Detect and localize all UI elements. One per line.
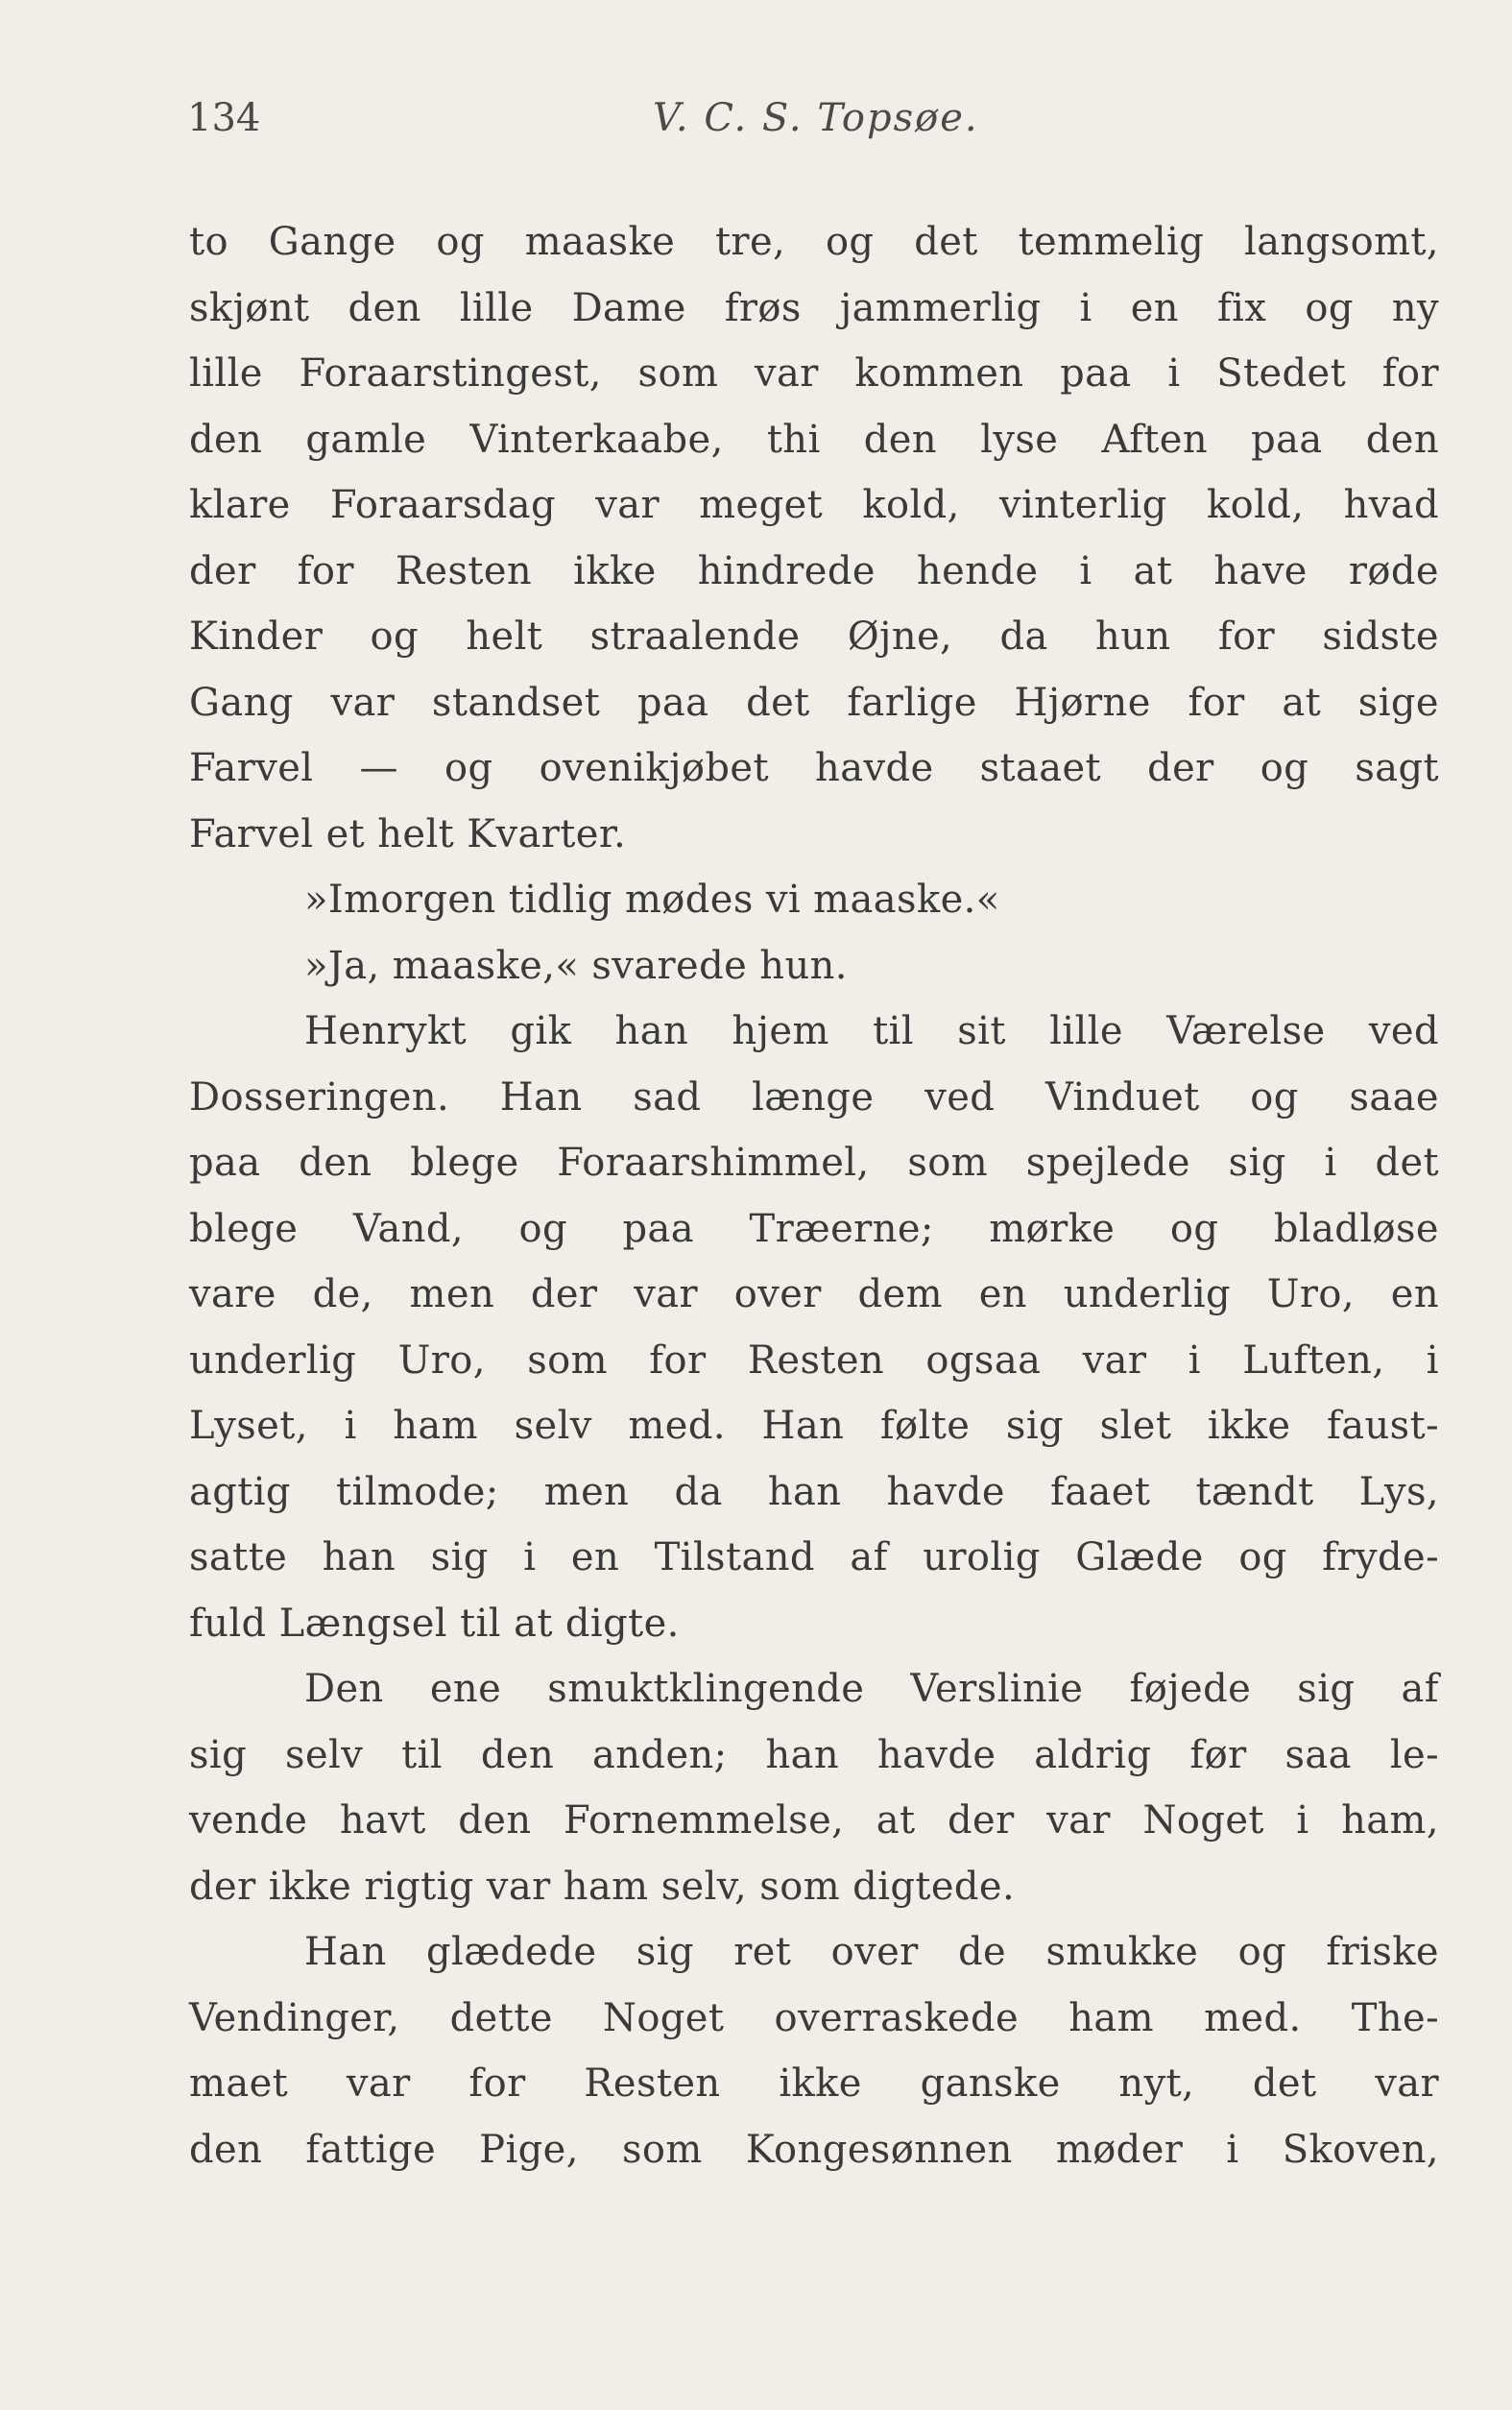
text-line: »Imorgen tidlig mødes vi maaske.« bbox=[304, 878, 1000, 922]
text-line: vare de, men der var over dem en underlig Uro, en bbox=[189, 1272, 1439, 1316]
text-line: »Ja, maaske,« svarede hun. bbox=[304, 943, 848, 988]
text-line: der ikke rigtig var ham selv, som digtede. bbox=[189, 1864, 1016, 1909]
text-line: Gang var standset paa det farlige Hjørne for at sige bbox=[189, 680, 1439, 725]
page-header bbox=[187, 96, 1440, 154]
text-line: klare Foraarsdag var meget kold, vinterlig kold, hvad bbox=[189, 483, 1439, 527]
text-line: Henrykt gik han hjem til sit lille Værelse ved bbox=[304, 1009, 1439, 1053]
text-line: Kinder og helt straalende Øjne, da hun for sidste bbox=[189, 615, 1439, 659]
text-line: lille Foraarstingest, som var kommen paa i Stedet for bbox=[189, 351, 1439, 396]
text-line: Den ene smuktklingende Verslinie føjede sig af bbox=[304, 1667, 1439, 1711]
text-line: skjønt den lille Dame frøs jammerlig i en fix og ny bbox=[189, 285, 1439, 330]
text-line: paa den blege Foraarshimmel, som spejlede sig i det bbox=[189, 1141, 1439, 1185]
text-line: satte han sig i en Tilstand af urolig Glæde og fryde- bbox=[189, 1535, 1439, 1579]
text-line: maet var for Resten ikke ganske nyt, det var bbox=[189, 2061, 1439, 2106]
text-line: der for Resten ikke hindrede hende i at have røde bbox=[189, 548, 1439, 593]
text-line: Lyset, i ham selv med. Han følte sig slet ikke faust- bbox=[189, 1404, 1439, 1448]
text-line: Farvel et helt Kvarter. bbox=[189, 811, 627, 856]
text-line: Han glædede sig ret over de smukke og friske bbox=[304, 1930, 1439, 1974]
text-line: den fattige Pige, som Kongesønnen møder i Skoven, bbox=[189, 2127, 1439, 2172]
page-number: 134 bbox=[187, 96, 261, 140]
text-line: sig selv til den anden; han havde aldrig før saa le- bbox=[189, 1732, 1439, 1777]
text-line: Vendinger, dette Noget overraskede ham med. The- bbox=[189, 1995, 1439, 2040]
text-line: den gamle Vinterkaabe, thi den lyse Aften paa den bbox=[189, 417, 1439, 462]
body-text bbox=[189, 209, 1439, 2182]
text-line: Farvel — og ovenikjøbet havde staaet der og sagt bbox=[189, 746, 1439, 790]
text-line: fuld Længsel til at digte. bbox=[189, 1601, 680, 1646]
text-line: Dosseringen. Han sad længe ved Vinduet og saae bbox=[189, 1074, 1439, 1120]
text-line: blege Vand, og paa Træerne; mørke og bladløse bbox=[189, 1206, 1439, 1251]
running-head: V. C. S. Topsøe. bbox=[653, 96, 979, 140]
text-line: agtig tilmode; men da han havde faaet tændt Lys, bbox=[189, 1469, 1439, 1514]
text-line: vende havt den Fornemmelse, at der var Noget i ham, bbox=[189, 1798, 1439, 1843]
text-line: underlig Uro, som for Resten ogsaa var i Luften, i bbox=[189, 1338, 1439, 1383]
text-line: to Gange og maaske tre, og det temmelig langsomt, bbox=[189, 220, 1439, 264]
